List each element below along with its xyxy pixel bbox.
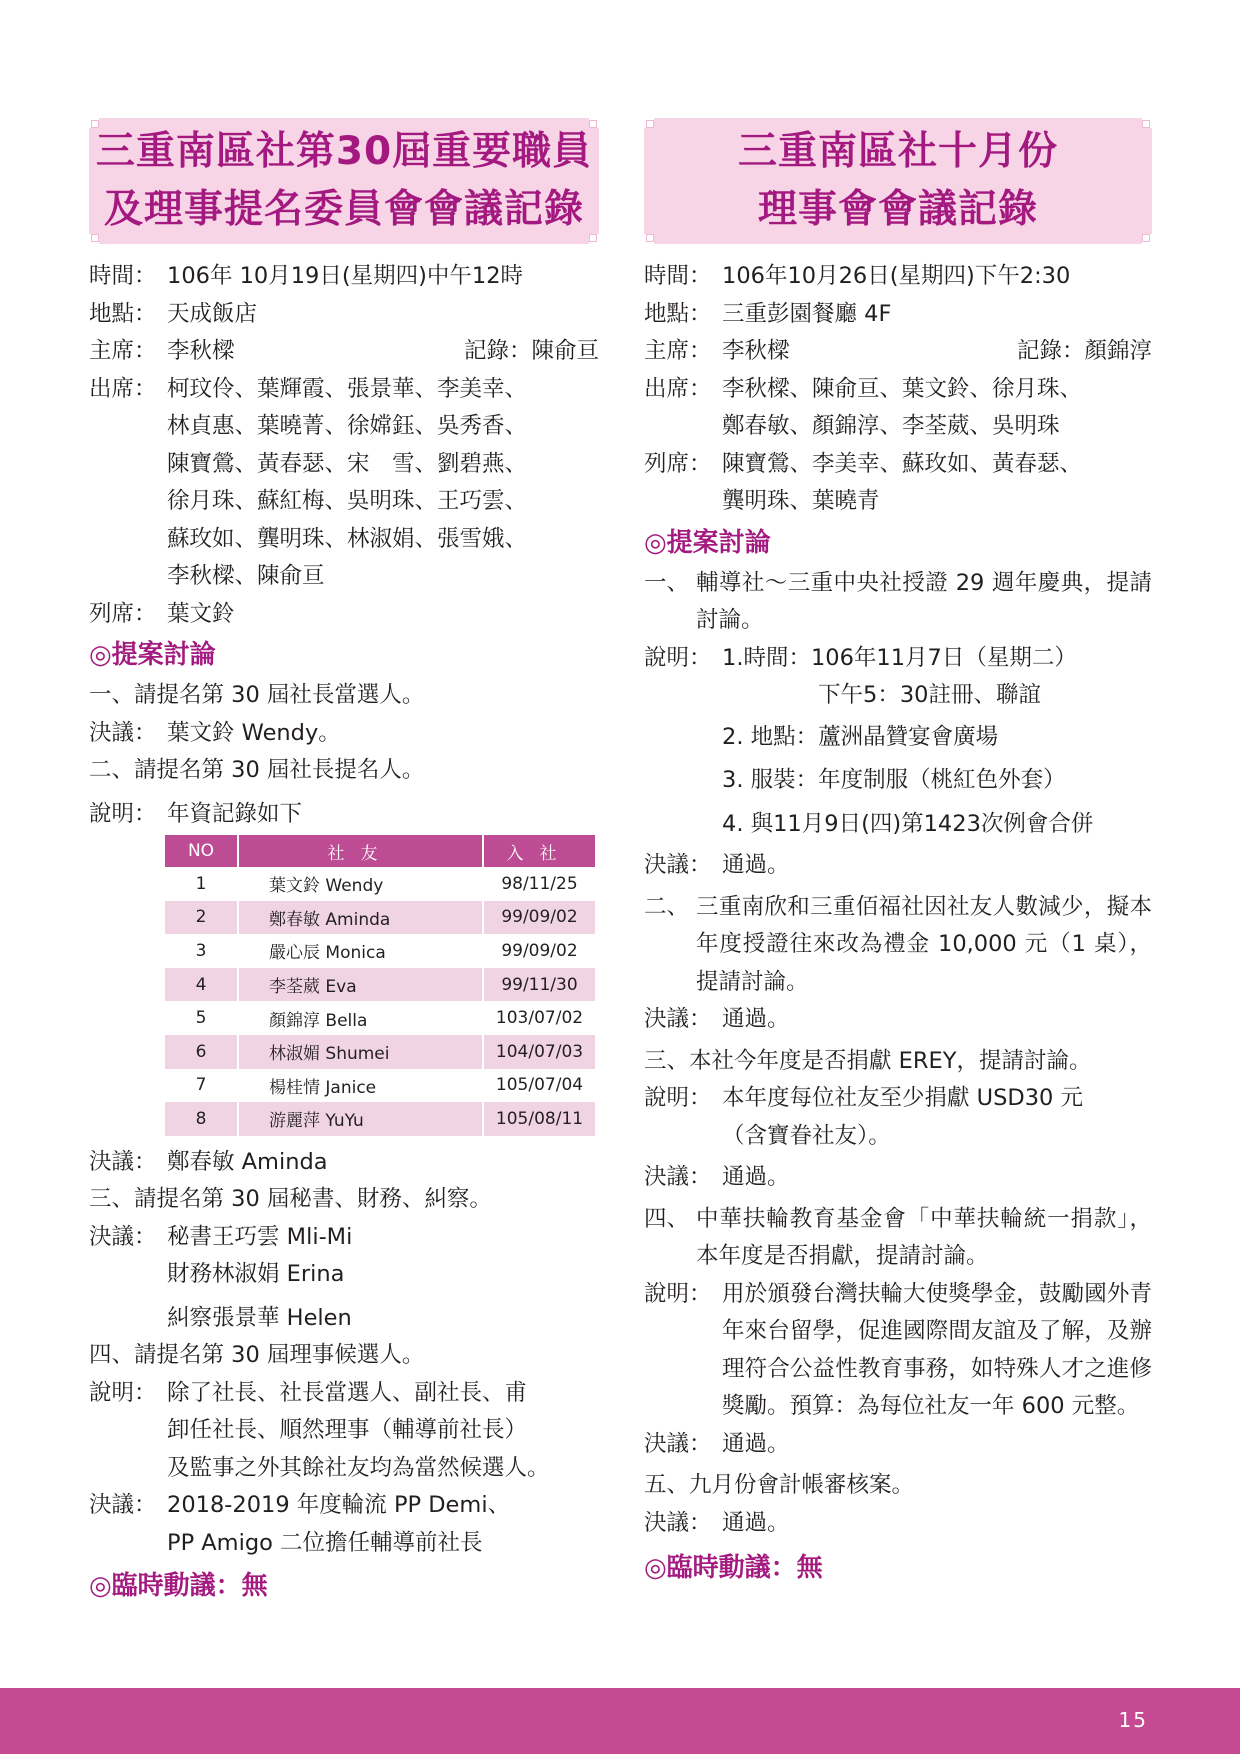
left-time-row: 時間： 106年 10月19日(星期四)中午12時 [89,258,599,296]
left-attendees-line: 李秋樑、陳俞亘 [167,563,325,589]
left-resolution-3-line: 財務林淑娟 Erina [167,1261,345,1288]
left-chair: 李秋樑 [167,338,235,364]
left-time: 106年 10月19日(星期四)中午12時 [167,263,524,289]
left-resolution-3-line: 糾察張景華 Helen [167,1304,352,1331]
right-note-1-time-2: 下午5：30註冊、聯誼 [818,682,1041,708]
right-title-line-2: 理事會會議記錄 [757,187,1038,232]
left-attendees-line: 林貞惠、葉曉菁、徐嫦鈺、吳秀香、 [167,413,528,439]
left-attendees-line: 徐月珠、蘇紅梅、吳明珠、王巧雲、 [167,488,528,514]
left-note-4-line: 及監事之外其餘社友均為當然候選人。 [167,1454,550,1481]
right-observers-line: 龔明珠、葉曉青 [722,488,880,514]
right-recorder: 記錄：顏錦淳 [1016,338,1152,364]
table-row: 3 嚴心辰 Monica 99/09/02 [165,934,595,968]
right-time-row: 時間： 106年10月26日(星期四)下午2:30 [644,258,1152,296]
right-note-1-time: 1.時間：106年11月7日（星期二） [722,644,1077,671]
right-note-3-line: 本年度每位社友至少捐獻 USD30 元 [722,1085,1084,1111]
left-note-4-line: 除了社長、社長當選人、副社長、甫 [167,1379,528,1406]
right-proposal-1: 一、 輔導社～三重中央社授證 29 週年慶典，提請討論。 [644,569,1152,633]
right-proposal-3: 三、本社今年度是否捐獻 EREY，提請討論。 [644,1047,1092,1074]
left-attendees-line: 柯玟伶、葉輝霞、張景華、李美幸、 [167,375,528,402]
table-header-row [165,835,595,867]
left-note-2: 說明： 年資記錄如下 [89,800,303,827]
right-note-3-line: （含寶眷社友）。 [722,1122,891,1149]
table-row: 6 林淑媚 Shumei 104/07/03 [165,1035,595,1069]
right-place-row: 地點： 三重彭園餐廳 4F [644,296,1152,334]
right-note-1-dress: 3. 服裝：年度制服（桃紅色外套） [722,767,1066,793]
right-title-box [644,118,1152,244]
table-header-member: 社友 [238,835,483,867]
left-resolution-3-line: 秘書王巧雲 Mli-Mi [167,1223,353,1250]
left-resolution-1: 決議： 葉文鈴 Wendy。 [89,719,341,746]
table-row: 4 李荃葳 Eva 99/11/30 [165,968,595,1002]
left-place-row: 地點： 天成飯店 [89,296,599,334]
right-note-4: 說明： 用於頒發台灣扶輪大使獎學金，鼓勵國外青年來台留學，促進國際間友誼及了解，及辦理符合公益性教育事務，如特殊人才之進修獎勵。預算：為每位社友一年 600 元整。 [644,1280,1152,1419]
table-row: 2 鄭春敏 Aminda 99/09/02 [165,901,595,935]
right-proposal-2: 二、 三重南欣和三重佰福社因社友人數減少，擬本年度授證往來改為禮金 10,000 元（1 桌），提請討論。 [644,893,1152,995]
right-note-3: 說明： 本年度每位社友至少捐獻 USD30 元 （含寶眷社友）。 [644,1080,1152,1155]
left-place: 天成飯店 [167,300,258,327]
left-proposal-4: 四、請提名第 30 屆理事候選人。 [89,1342,425,1369]
right-time: 106年10月26日(星期四)下午2:30 [722,263,1071,289]
right-resolution-5: 決議： 通過。 [644,1509,790,1536]
table-row: 7 楊桂情 Janice 105/07/04 [165,1069,595,1103]
left-proposal-1: 一、請提名第 30 屆社長當選人。 [89,682,425,708]
table-row: 5 顏錦淳 Bella 103/07/02 [165,1001,595,1035]
table-header-no: NO [165,835,238,867]
footer-bar [0,1688,1240,1754]
left-column [89,118,599,1608]
left-resolution-3: 決議： 秘書王巧雲 Mli-Mi 財務林淑娟 Erina 糾察張景華 Helen [89,1219,599,1338]
left-observer: 葉文鈴 [167,600,235,627]
right-resolution-1: 決議： 通過。 [644,852,790,878]
left-motion: ◎臨時動議：無 [89,1571,268,1602]
left-note-4: 說明： 除了社長、社長當選人、副社長、甫 卸任社長、順然理事（輔導前社長） 及監事之外其餘社友均為當然候選人。 [89,1375,599,1488]
left-attendees-line: 蘇玫如、龔明珠、林淑娟、張雪娥、 [167,525,528,552]
right-note-1: 說明： 1.時間：106年11月7日（星期二） 下午5：30註冊、聯誼 2. 地點：蘆洲晶贊宴會廣場 3. 服裝：年度制服（桃紅色外套） 4. 與11月9日(四)第1423次例會合併 [644,640,1152,844]
left-resolution-4-line: 2018-2019 年度輪流 PP Demi、 [167,1492,511,1519]
right-chair-row: 主席： 李秋樑 記錄：顏錦淳 [644,333,1152,371]
left-proposals-heading: ◎提案討論 [89,640,216,670]
left-resolution-2: 決議： 鄭春敏 Aminda [89,1148,328,1175]
left-proposal-2: 二、請提名第 30 屆社長提名人。 [89,757,425,783]
right-attendees-row: 出席： 李秋樑、陳俞亘、葉文鈴、徐月珠、 鄭春敏、顏錦淳、李荃葳、吳明珠 [644,371,1152,446]
left-note-4-line: 卸任社長、順然理事（輔導前社長） [167,1417,528,1444]
left-recorder: 記錄：陳俞亘 [463,338,599,364]
right-observers-row: 列席： 陳寶鶯、李美幸、蘇玫如、黃春瑟、 龔明珠、葉曉青 [644,446,1152,521]
right-chair: 李秋樑 [722,338,790,364]
right-attendees-line: 李秋樑、陳俞亘、葉文鈴、徐月珠、 [722,375,1083,402]
right-column [644,118,1152,1590]
table-header-join: 入社 [483,835,595,867]
left-resolution-4: 決議： 2018-2019 年度輪流 PP Demi、 PP Amigo 二位擔任輔導前社長 [89,1487,599,1562]
page-number: 15 [1118,1708,1148,1732]
left-attendees-row: 出席： 柯玟伶、葉輝霞、張景華、李美幸、 林貞惠、葉曉菁、徐嫦鈺、吳秀香、 陳寶鶯、黃春瑟、宋 雪、劉碧燕、 徐月珠、蘇紅梅、吳明珠、王巧雲、 蘇玫如、龔明珠、林淑娟、張雪娥、 李秋樑、陳俞亘 [89,371,599,596]
right-observers-line: 陳寶鶯、李美幸、蘇玫如、黃春瑟、 [722,450,1083,477]
table-row: 8 游麗萍 YuYu 105/08/11 [165,1102,595,1136]
left-title-line-1: 三重南區社第30屆重要職員 [95,129,593,174]
table-row: 1 葉文鈴 Wendy 98/11/25 [165,867,595,901]
right-proposal-4: 四、 中華扶輪教育基金會「中華扶輪統一捐款」，本年度是否捐獻，提請討論。 [644,1205,1152,1269]
right-resolution-3: 決議： 通過。 [644,1164,790,1190]
right-proposal-5: 五、九月份會計帳審核案。 [644,1472,915,1498]
right-place: 三重彭園餐廳 4F [722,300,892,327]
left-title-line-2: 及理事提名委員會會議記錄 [103,187,584,232]
left-proposal-3: 三、請提名第 30 屆秘書、財務、糾察。 [89,1186,492,1213]
left-title-box [89,118,599,244]
right-attendees-line: 鄭春敏、顏錦淳、李荃葳、吳明珠 [722,413,1060,439]
right-note-1-merge: 4. 與11月9日(四)第1423次例會合併 [722,810,1094,837]
right-title-line-1: 三重南區社十月份 [737,129,1058,174]
right-resolution-4: 決議： 通過。 [644,1430,790,1457]
left-resolution-4-line: PP Amigo 二位擔任輔導前社長 [167,1529,483,1556]
seniority-table [165,835,595,1136]
right-resolution-2: 決議： 通過。 [644,1006,790,1032]
left-observer-row: 列席： 葉文鈴 [89,596,599,634]
right-note-1-place: 2. 地點：蘆洲晶贊宴會廣場 [722,723,999,750]
left-attendees-line: 陳寶鶯、黃春瑟、宋 雪、劉碧燕、 [167,450,528,477]
right-motion: ◎臨時動議：無 [644,1553,823,1583]
right-proposals-heading: ◎提案討論 [644,527,771,558]
left-chair-row: 主席： 李秋樑 記錄：陳俞亘 [89,333,599,371]
